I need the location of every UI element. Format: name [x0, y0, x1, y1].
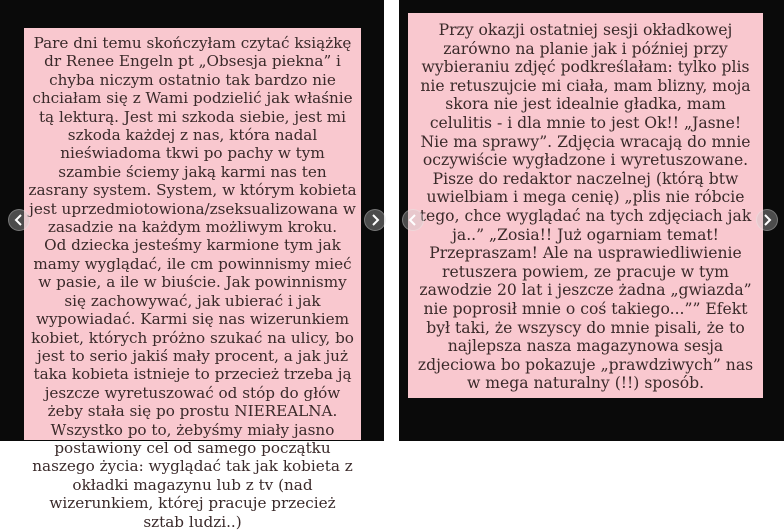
story-text-card [24, 28, 361, 531]
prev-story-button[interactable] [402, 209, 424, 231]
story-paragraph: Przy okazji ostatniej sesji okładkowej zarówno na planie jak i później przy wybieraniu zdjęć podkreślałam: tylko plis nie retuszujcie mi ciała, mam blizny, moja skora nie jest idealnie gładka, mam celulitis - i dla mnie to jest Ok!! „Jasne! Nie ma sprawy”. Zdjęcia wracają do mnie oczywiście wygładzone i wyretuszowane. Pisze do redaktor naczelnej (którą btw uwielbiam i mega cenię) „plis nie róbcie tego, chce wyglądać na tych zdjęciach jak ja..” „Zosia!! Już ogarniam temat! Przepraszam! Ale na usprawiedliwienie retuszera powiem, ze pracuje w tym zawodzie 20 lat i jeszcze żadna „gwiazda” nie poprosił mnie o coś takiego...”” Efekt był taki, że wszyscy do mnie pisali, że to najlepsza nasza magazynowa sesja zdjeciowa bo pokazuje „prawdziwych” nas w mega naturalny (!!) sposób. [417, 21, 754, 393]
story-panel-left [0, 0, 384, 531]
chevron-left-icon [12, 213, 26, 227]
story-panel-right [399, 0, 784, 441]
prev-story-button[interactable] [8, 209, 30, 231]
chevron-right-icon [760, 213, 774, 227]
story-text-card [408, 13, 763, 398]
chevron-left-icon [406, 213, 420, 227]
story-paragraph: Pare dni temu skończyłam czytać książkę dr Renee Engeln pt „Obsesja piekna” i chyba niczym ostatnio tak bardzo nie chciałam się z Wami podzielić jak właśnie tą lekturą. Jest mi szkoda siebie, jest mi szkoda każdej z nas, która nadal nieświadoma tkwi po pachy w tym szambie ściemy jaką karmi nas ten zasrany system. System, w którym kobieta jest uprzedmiotowiona/zseksualizowana w zasadzie na każdym możliwym kroku. [28, 34, 357, 237]
story-paragraph: Od dziecka jesteśmy karmione tym jak mamy wyglądać, ile cm powinnismy mieć w pasie, a ile w biuście. Jak powinnismy się zachowywać, jak ubierać i jak wypowiadać. Karmi się nas wizerunkiem kobiet, których próżno szukać na ulicy, bo jest to serio jakiś mały procent, a jak już taka kobieta istnieje to przecież trzeba ją jeszcze wyretuszować od stóp do głów żeby stała się po prostu NIEREALNA. Wszystko po to, żebyśmy miały jasno postawiony cel od samego początku naszego życia: wyglądać tak jak kobieta z okładki magazynu lub z tv (nad wizerunkiem, której pracuje przecież sztab ludzi..) [31, 236, 354, 531]
next-story-button[interactable] [756, 209, 778, 231]
chevron-right-icon [368, 213, 382, 227]
next-story-button[interactable] [364, 209, 386, 231]
